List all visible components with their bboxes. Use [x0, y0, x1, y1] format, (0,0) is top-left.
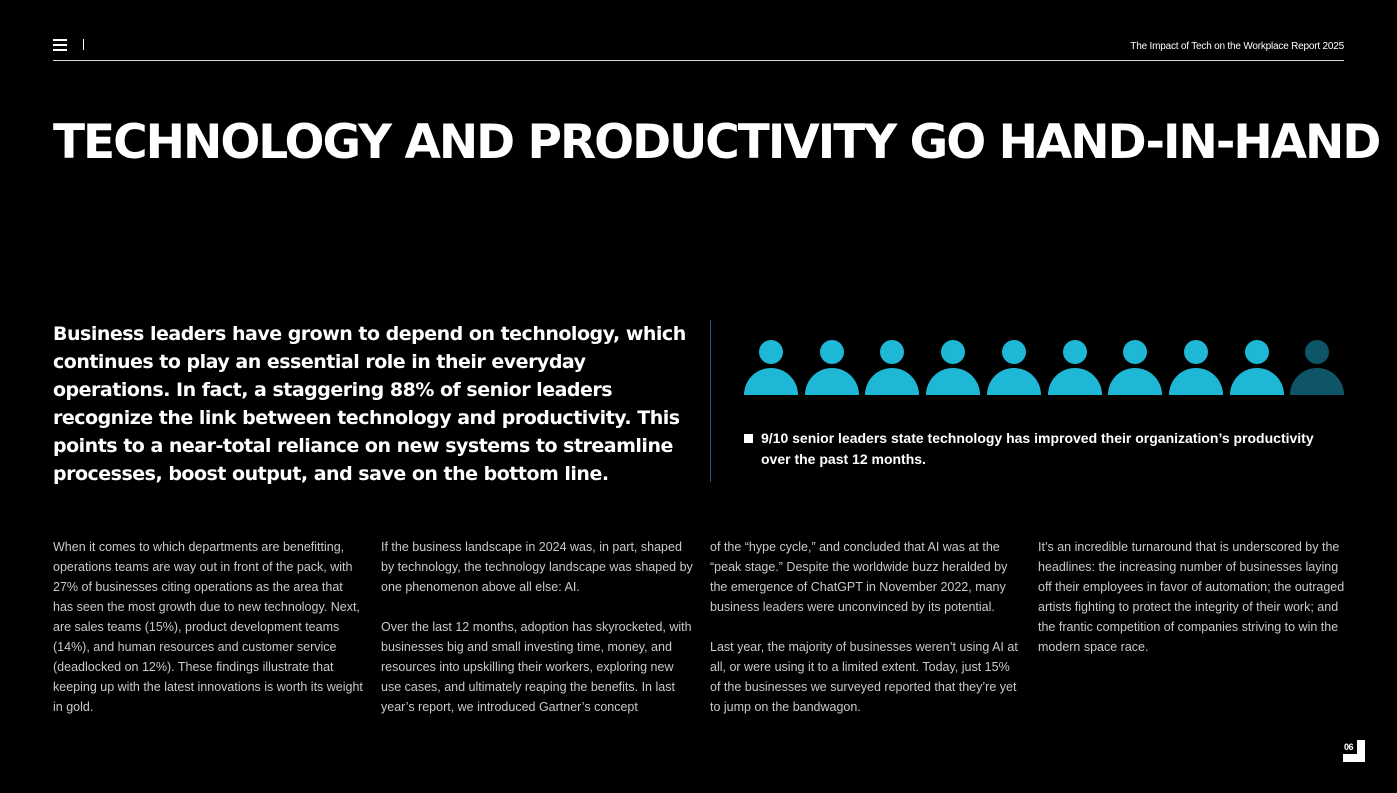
- person-icon: [926, 338, 980, 396]
- text-column-4: [1038, 537, 1350, 677]
- paragraph: Last year, the majority of businesses weren’t using AI at all, or were using it to a limited extent. Today, just 15% of the businesses we surveyed reported that they’re yet to jump on the bandwagon.: [710, 640, 1018, 714]
- vertical-divider: [710, 320, 711, 482]
- paragraph: If the business landscape in 2024 was, in part, shaped by technology, the technology landscape was shaped by one phenomenon above all else: AI.: [381, 540, 693, 594]
- report-title: The Impact of Tech on the Workplace Report 2025: [1130, 41, 1344, 52]
- stat-callout: [744, 428, 1344, 470]
- hamburger-menu-icon[interactable]: [53, 39, 67, 51]
- page-number-badge: [1343, 740, 1365, 762]
- person-icon: [865, 338, 919, 396]
- people-pictogram: [744, 338, 1344, 396]
- person-icon: [1169, 338, 1223, 396]
- person-icon: [744, 338, 798, 396]
- person-icon: [805, 338, 859, 396]
- person-icon: [1290, 338, 1344, 396]
- stat-text: 9/10 senior leaders state technology has improved their organization’s productivity over the past 12 months.: [761, 430, 1314, 467]
- page-number: 06: [1344, 742, 1354, 752]
- text-column-1: [53, 537, 365, 737]
- square-bullet-icon: [744, 434, 753, 443]
- paragraph: When it comes to which departments are benefitting, operations teams are way out in front of the pack, with 27% of businesses citing operations as the area that has seen the most growth due to new technology. Next, are sales teams (15%), product development teams (14%), and human resources and customer service (deadlocked on 12%). These findings illustrate that keeping up with the latest innovations is worth its weight in gold.: [53, 540, 363, 714]
- person-icon: [1048, 338, 1102, 396]
- lead-paragraph: Business leaders have grown to depend on technology, which continues to play an essential role in their everyday operations. In fact, a staggering 88% of senior leaders recognize the link between technology and productivity. This points to a near-total reliance on new systems to streamline processes, boost output, and save on the bottom line.: [53, 323, 686, 485]
- person-icon: [1108, 338, 1162, 396]
- paragraph: of the “hype cycle,” and concluded that AI was at the “peak stage.” Despite the worldwide buzz heralded by the emergence of ChatGPT in November 2022, many business leaders were unconvinced by its potential.: [710, 540, 1008, 614]
- top-bar: [53, 36, 1344, 61]
- paragraph: It’s an incredible turnaround that is underscored by the headlines: the increasing number of businesses laying off their employees in favor of automation; the outraged artists fighting to protect the integrity of their work; and the frantic competition of companies striving to win the modern space race.: [1038, 540, 1345, 654]
- divider: [83, 39, 84, 50]
- person-icon: [1230, 338, 1284, 396]
- paragraph: Over the last 12 months, adoption has skyrocketed, with businesses big and small investing time, money, and resources into upskilling their workers, exploring new use cases, and ultimately reaping the benefits. In last year’s report, we introduced Gartner’s concept: [381, 620, 692, 714]
- page-title: TECHNOLOGY AND PRODUCTIVITY GO HAND-IN-HAND: [53, 115, 1380, 170]
- person-icon: [987, 338, 1041, 396]
- text-column-3: [710, 537, 1022, 737]
- text-column-2: [381, 537, 693, 737]
